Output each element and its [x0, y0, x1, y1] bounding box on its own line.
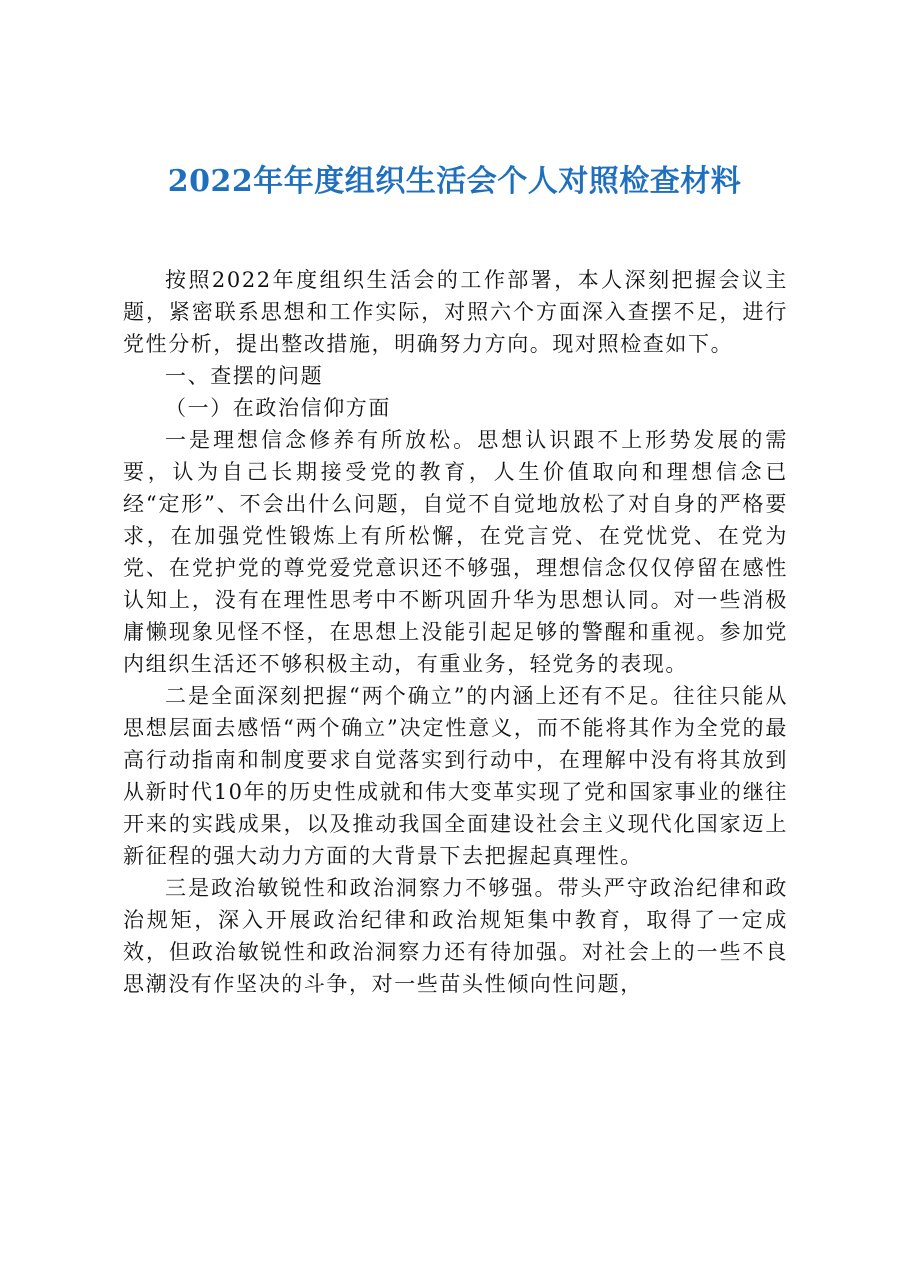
document-title: 2022年年度组织生活会个人对照检查材料: [167, 164, 742, 199]
paragraph-point-1: 一是理想信念修养有所放松。思想认识跟不上形势发展的需要，认为自己长期接受党的教育，人生价值取向和理想信念已经“定形”、不会出什么问题，自觉不自觉地放松了对自身的严格要求，在加强党性锻炼上有所松懈，在党言党、在党忧党、在党为党、在党护党的尊党爱党意识还不够强，理想信念仅仅停留在感性认知上，没有在理性思考中不断巩固升华为思想认同。对一些消极庸懒现象见怪不怪，在思想上没能引起足够的警醒和重视。参加党内组织生活还不够积极主动，有重业务，轻党务的表现。: [123, 428, 788, 676]
paragraph-point-2: 二是全面深刻把握“两个确立”的内涵上还有不足。往往只能从思想层面去感悟“两个确立”决定性意义，而不能将其作为全党的最高行动指南和制度要求自觉落实到行动中，在理解中没有将其放到从新时代10年的历史性成就和伟大变革实现了党和国家事业的继往开来的实践成果，以及推动我国全面建设社会主义现代化国家迈上新征程的强大动力方面的大背景下去把握起真理性。: [123, 684, 788, 868]
paragraph-point-3: 三是政治敏锐性和政治洞察力不够强。带头严守政治纪律和政治规矩，深入开展政治纪律和政治规矩集中教育，取得了一定成效，但政治敏锐性和政治洞察力还有待加强。对社会上的一些不良思潮没有作坚决的斗争，对一些苗头性倾向性问题，: [123, 876, 788, 996]
document-body: [123, 264, 788, 1000]
section-heading-1: 一、查摆的问题: [165, 364, 324, 388]
subsection-heading-1: （一）在政治信仰方面: [165, 396, 391, 420]
paragraph-intro: 按照2022年度组织生活会的工作部署，本人深刻把握会议主题，紧密联系思想和工作实际，对照六个方面深入查摆不足，进行党性分析，提出整改措施，明确努力方向。现对照检查如下。: [123, 268, 788, 356]
